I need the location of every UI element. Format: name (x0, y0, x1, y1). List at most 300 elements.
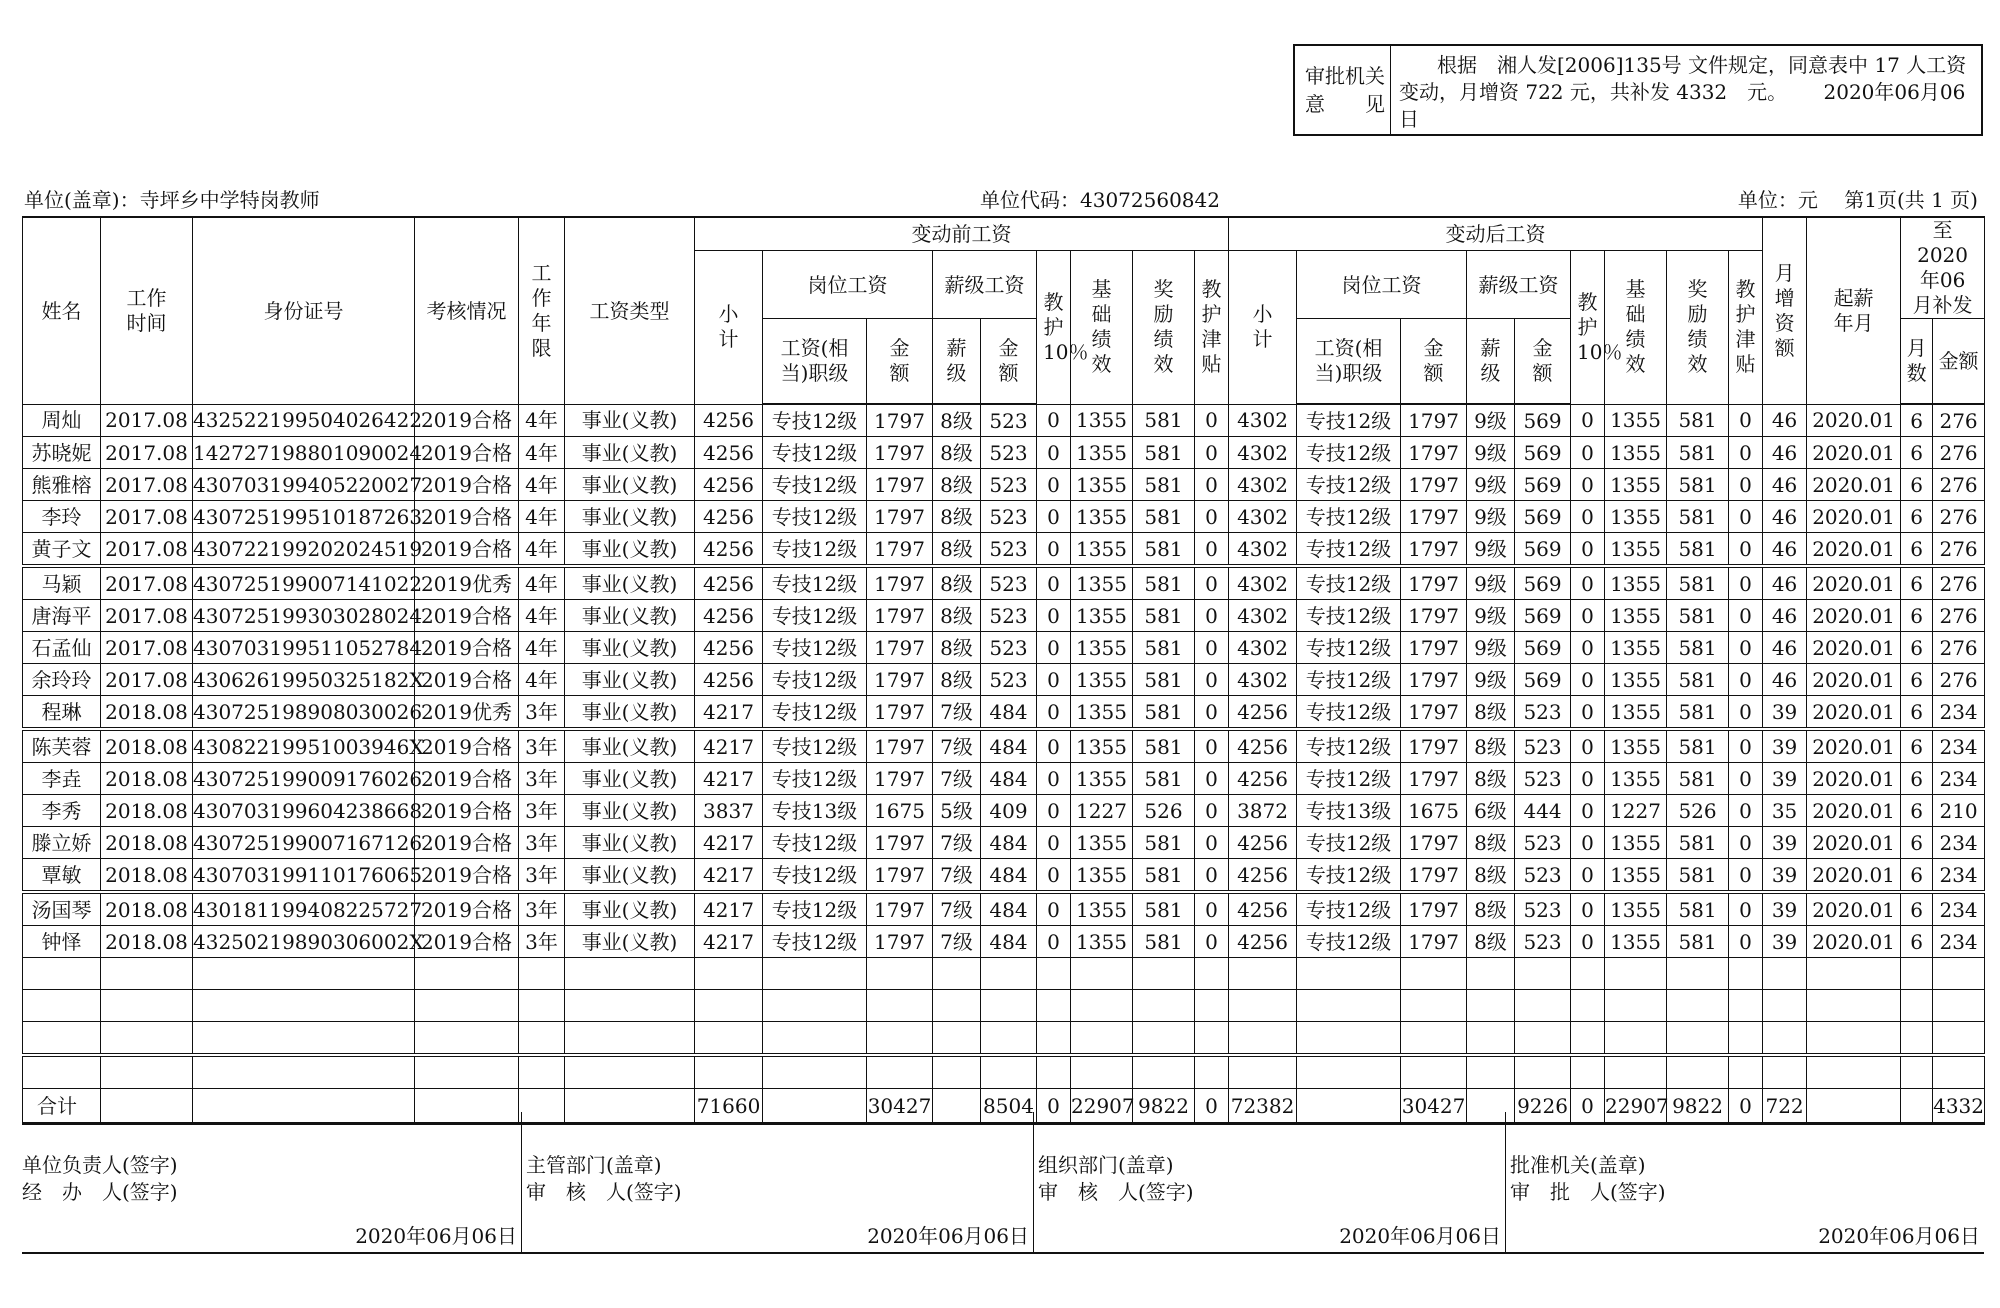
cell-empty (1763, 1055, 1807, 1089)
cell-b-base: 1227 (1071, 795, 1133, 827)
cell-type: 事业(义教) (565, 600, 695, 632)
cell-b-grade: 8级 (933, 437, 981, 469)
col-assessment: 考核情况 (415, 217, 519, 404)
cell-id: 430722199202024519 (193, 533, 415, 567)
cell-a-bonus: 581 (1667, 632, 1729, 664)
cell-start: 2020.01 (1807, 859, 1901, 893)
cell-a-allow: 0 (1729, 404, 1763, 437)
cell-b-amt: 1797 (867, 729, 933, 763)
cell-back: 234 (1933, 892, 1985, 926)
cell-assess: 2019合格 (415, 729, 519, 763)
cell-assess: 2019合格 (415, 926, 519, 958)
cell-name: 余玲玲 (23, 664, 101, 696)
cell-b-sub: 4217 (695, 892, 763, 926)
cell-a-sub: 4302 (1229, 566, 1297, 600)
cell-a-base: 1355 (1605, 892, 1667, 926)
cell-empty (1467, 1022, 1515, 1056)
cell-a-bonus: 581 (1667, 827, 1729, 859)
cell-empty (1807, 1022, 1901, 1056)
cell-a-grade: 9级 (1467, 469, 1515, 501)
cell-b-base: 1355 (1071, 469, 1133, 501)
cell-name: 汤国琴 (23, 892, 101, 926)
cell-b-t10: 0 (1037, 892, 1071, 926)
cell-b-allow: 0 (1195, 533, 1229, 567)
col-group-before: 变动前工资 (695, 217, 1229, 251)
cell-back: 234 (1933, 859, 1985, 893)
cell-b-gamt: 484 (981, 729, 1037, 763)
cell-type: 事业(义教) (565, 632, 695, 664)
cell-empty (1605, 1022, 1667, 1056)
table-row (23, 533, 1985, 567)
table-row (23, 566, 1985, 600)
cell-b-bonus: 581 (1133, 404, 1195, 437)
signature-approver-line1: 批准机关(盖章) (1510, 1153, 1646, 1177)
cell-years: 4年 (519, 469, 565, 501)
cell-empty (981, 958, 1037, 990)
cell-b-allow: 0 (1195, 827, 1229, 859)
cell-start: 2020.01 (1807, 763, 1901, 795)
cell-empty (695, 958, 763, 990)
cell-a-sub: 4256 (1229, 763, 1297, 795)
cell-a-base: 1355 (1605, 632, 1667, 664)
cell-type: 事业(义教) (565, 892, 695, 926)
cell-inc: 46 (1763, 501, 1807, 533)
cell-b-bonus: 581 (1133, 600, 1195, 632)
cell-b-bonus: 581 (1133, 892, 1195, 926)
cell-b-grade: 8级 (933, 566, 981, 600)
cell-a-base: 1355 (1605, 404, 1667, 437)
cell-a-lvl: 专技12级 (1297, 763, 1401, 795)
cell-empty (1933, 958, 1985, 990)
cell-b-gamt: 523 (981, 533, 1037, 567)
cell-b-bonus: 581 (1133, 632, 1195, 664)
col-after-post-wage: 岗位工资 (1297, 251, 1467, 319)
cell-a-allow: 0 (1729, 696, 1763, 730)
cell-id: 43062619950325182X (193, 664, 415, 696)
cell-a-gamt: 523 (1515, 926, 1571, 958)
cell-b-amt: 1797 (867, 600, 933, 632)
signature-unit (22, 1112, 522, 1252)
cell-b-lvl: 专技12级 (763, 892, 867, 926)
cell-a-base: 1355 (1605, 566, 1667, 600)
cell-b-gamt: 523 (981, 501, 1037, 533)
cell-b-allow: 0 (1195, 859, 1229, 893)
cell-work: 2017.08 (101, 469, 193, 501)
cell-inc: 46 (1763, 664, 1807, 696)
cell-empty (1195, 1022, 1229, 1056)
cell-assess: 2019合格 (415, 600, 519, 632)
cell-back: 276 (1933, 404, 1985, 437)
cell-b-bonus: 526 (1133, 795, 1195, 827)
cell-assess: 2019优秀 (415, 566, 519, 600)
col-before-teach10: 教护10％ (1037, 251, 1071, 405)
cell-a-allow: 0 (1729, 533, 1763, 567)
cell-b-amt: 1797 (867, 926, 933, 958)
cell-start: 2020.01 (1807, 469, 1901, 501)
cell-a-lvl: 专技12级 (1297, 566, 1401, 600)
total-b-amt: 30427 (867, 1089, 933, 1124)
approval-label-line2: 意 见 (1305, 92, 1385, 116)
cell-a-base: 1355 (1605, 859, 1667, 893)
cell-empty (1515, 990, 1571, 1022)
cell-a-sub: 4256 (1229, 926, 1297, 958)
cell-a-grade: 9级 (1467, 632, 1515, 664)
cell-a-allow: 0 (1729, 437, 1763, 469)
table-row (23, 469, 1985, 501)
cell-months: 6 (1901, 763, 1933, 795)
cell-b-bonus: 581 (1133, 469, 1195, 501)
cell-a-amt: 1797 (1401, 827, 1467, 859)
cell-a-base: 1355 (1605, 600, 1667, 632)
cell-b-bonus: 581 (1133, 566, 1195, 600)
cell-b-amt: 1797 (867, 632, 933, 664)
cell-empty (1763, 990, 1807, 1022)
cell-b-sub: 4256 (695, 600, 763, 632)
cell-b-base: 1355 (1071, 827, 1133, 859)
cell-a-sub: 4302 (1229, 501, 1297, 533)
cell-years: 4年 (519, 566, 565, 600)
cell-a-lvl: 专技12级 (1297, 600, 1401, 632)
cell-b-t10: 0 (1037, 469, 1071, 501)
cell-empty (1807, 1055, 1901, 1089)
cell-a-amt: 1675 (1401, 795, 1467, 827)
cell-a-gamt: 569 (1515, 469, 1571, 501)
cell-name: 陈芙蓉 (23, 729, 101, 763)
cell-b-gamt: 523 (981, 600, 1037, 632)
cell-b-amt: 1797 (867, 404, 933, 437)
cell-empty (1133, 990, 1195, 1022)
cell-a-bonus: 581 (1667, 729, 1729, 763)
cell-b-grade: 8级 (933, 600, 981, 632)
cell-months: 6 (1901, 469, 1933, 501)
cell-b-sub: 4217 (695, 696, 763, 730)
cell-empty (867, 990, 933, 1022)
cell-a-lvl: 专技12级 (1297, 501, 1401, 533)
approval-box (1293, 44, 1983, 136)
cell-b-grade: 7级 (933, 827, 981, 859)
cell-empty (867, 1022, 933, 1056)
cell-a-grade: 9级 (1467, 533, 1515, 567)
cell-b-grade: 5级 (933, 795, 981, 827)
cell-a-lvl: 专技12级 (1297, 926, 1401, 958)
cell-a-gamt: 569 (1515, 664, 1571, 696)
cell-b-bonus: 581 (1133, 926, 1195, 958)
col-monthly-increase: 月增资额 (1763, 217, 1807, 404)
cell-a-sub: 4256 (1229, 729, 1297, 763)
col-id-number: 身份证号 (193, 217, 415, 404)
cell-back: 276 (1933, 600, 1985, 632)
cell-a-t10: 0 (1571, 892, 1605, 926)
cell-name: 苏晓妮 (23, 437, 101, 469)
cell-start: 2020.01 (1807, 729, 1901, 763)
total-b-gamt: 8504 (981, 1089, 1037, 1124)
cell-empty (1605, 990, 1667, 1022)
cell-a-allow: 0 (1729, 469, 1763, 501)
cell-b-t10: 0 (1037, 926, 1071, 958)
cell-back: 276 (1933, 437, 1985, 469)
cell-b-t10: 0 (1037, 664, 1071, 696)
cell-a-base: 1355 (1605, 763, 1667, 795)
cell-b-allow: 0 (1195, 763, 1229, 795)
cell-a-amt: 1797 (1401, 696, 1467, 730)
cell-start: 2020.01 (1807, 926, 1901, 958)
cell-b-base: 1355 (1071, 632, 1133, 664)
cell-start: 2020.01 (1807, 437, 1901, 469)
cell-name: 李玲 (23, 501, 101, 533)
cell-b-base: 1355 (1071, 437, 1133, 469)
cell-years: 4年 (519, 437, 565, 469)
cell-back: 276 (1933, 664, 1985, 696)
col-backpay-months: 月数 (1901, 319, 1933, 405)
cell-empty (415, 1055, 519, 1089)
cell-empty (193, 958, 415, 990)
cell-inc: 39 (1763, 859, 1807, 893)
cell-type: 事业(义教) (565, 859, 695, 893)
cell-months: 6 (1901, 533, 1933, 567)
cell-start: 2020.01 (1807, 533, 1901, 567)
cell-b-amt: 1797 (867, 696, 933, 730)
cell-b-bonus: 581 (1133, 696, 1195, 730)
cell-b-gamt: 484 (981, 859, 1037, 893)
cell-a-t10: 0 (1571, 859, 1605, 893)
cell-b-allow: 0 (1195, 600, 1229, 632)
cell-a-grade: 9级 (1467, 600, 1515, 632)
cell-empty (1515, 1055, 1571, 1089)
cell-b-bonus: 581 (1133, 763, 1195, 795)
signature-unit-line2: 经 办 人(签字) (22, 1180, 178, 1204)
cell-assess: 2019合格 (415, 469, 519, 501)
cell-inc: 39 (1763, 892, 1807, 926)
table-row-empty (23, 1022, 1985, 1056)
cell-b-sub: 4217 (695, 729, 763, 763)
col-backpay-amount: 金额 (1933, 319, 1985, 405)
cell-b-base: 1355 (1071, 892, 1133, 926)
cell-empty (1195, 958, 1229, 990)
cell-a-lvl: 专技12级 (1297, 827, 1401, 859)
cell-empty (1037, 1055, 1071, 1089)
cell-a-grade: 9级 (1467, 437, 1515, 469)
cell-empty (1571, 1055, 1605, 1089)
col-before-post-amount: 金额 (867, 319, 933, 405)
col-work-years: 工作年限 (519, 217, 565, 404)
col-before-grade-amount: 金额 (981, 319, 1037, 405)
total-a-allow: 0 (1729, 1089, 1763, 1124)
total-a-gamt: 9226 (1515, 1089, 1571, 1124)
cell-name: 熊雅榕 (23, 469, 101, 501)
cell-work: 2018.08 (101, 827, 193, 859)
cell-id: 430725199007141022 (193, 566, 415, 600)
cell-id: 430725198908030026 (193, 696, 415, 730)
cell-a-lvl: 专技12级 (1297, 859, 1401, 893)
cell-empty (565, 990, 695, 1022)
cell-empty (1297, 1022, 1401, 1056)
cell-a-base: 1355 (1605, 469, 1667, 501)
cell-b-allow: 0 (1195, 632, 1229, 664)
cell-a-bonus: 581 (1667, 664, 1729, 696)
cell-type: 事业(义教) (565, 533, 695, 567)
cell-empty (1467, 1055, 1515, 1089)
cell-b-lvl: 专技12级 (763, 827, 867, 859)
cell-b-t10: 0 (1037, 696, 1071, 730)
cell-a-lvl: 专技12级 (1297, 729, 1401, 763)
page-info: 单位：元 第1页(共 1 页) (1737, 188, 1978, 212)
cell-b-gamt: 484 (981, 926, 1037, 958)
cell-a-grade: 9级 (1467, 404, 1515, 437)
cell-months: 6 (1901, 696, 1933, 730)
cell-a-t10: 0 (1571, 827, 1605, 859)
cell-a-t10: 0 (1571, 437, 1605, 469)
cell-inc: 46 (1763, 632, 1807, 664)
cell-b-amt: 1797 (867, 501, 933, 533)
cell-start: 2020.01 (1807, 795, 1901, 827)
col-after-base-perf: 基础绩效 (1605, 251, 1667, 405)
cell-empty (1401, 1055, 1467, 1089)
cell-b-lvl: 专技12级 (763, 763, 867, 795)
cell-empty (1901, 1022, 1933, 1056)
cell-empty (1229, 990, 1297, 1022)
cell-empty (193, 1022, 415, 1056)
cell-years: 4年 (519, 533, 565, 567)
cell-a-sub: 4256 (1229, 827, 1297, 859)
col-after-bonus-perf: 奖励绩效 (1667, 251, 1729, 405)
cell-empty (1933, 1055, 1985, 1089)
cell-a-grade: 8级 (1467, 696, 1515, 730)
cell-assess: 2019合格 (415, 827, 519, 859)
cell-a-t10: 0 (1571, 600, 1605, 632)
cell-a-base: 1355 (1605, 696, 1667, 730)
cell-id: 430703199110176065 (193, 859, 415, 893)
col-before-grade-wage: 薪级工资 (933, 251, 1037, 319)
cell-years: 3年 (519, 696, 565, 730)
cell-a-amt: 1797 (1401, 566, 1467, 600)
cell-empty (1037, 1022, 1071, 1056)
cell-a-amt: 1797 (1401, 729, 1467, 763)
col-group-backpay: 至2020年06月补发 (1901, 217, 1985, 319)
cell-b-amt: 1797 (867, 892, 933, 926)
cell-a-sub: 4256 (1229, 892, 1297, 926)
cell-empty (1515, 958, 1571, 990)
cell-empty (1401, 990, 1467, 1022)
cell-a-amt: 1797 (1401, 437, 1467, 469)
cell-years: 4年 (519, 632, 565, 664)
cell-b-t10: 0 (1037, 404, 1071, 437)
cell-a-bonus: 526 (1667, 795, 1729, 827)
cell-a-allow: 0 (1729, 600, 1763, 632)
cell-work: 2018.08 (101, 696, 193, 730)
cell-name: 钟怿 (23, 926, 101, 958)
cell-work: 2018.08 (101, 892, 193, 926)
cell-b-lvl: 专技12级 (763, 600, 867, 632)
cell-a-amt: 1797 (1401, 892, 1467, 926)
cell-b-t10: 0 (1037, 763, 1071, 795)
cell-assess: 2019合格 (415, 859, 519, 893)
cell-id: 430725199303028024 (193, 600, 415, 632)
cell-months: 6 (1901, 437, 1933, 469)
cell-a-t10: 0 (1571, 763, 1605, 795)
table-row (23, 600, 1985, 632)
cell-b-amt: 1797 (867, 827, 933, 859)
cell-work: 2017.08 (101, 600, 193, 632)
cell-assess: 2019合格 (415, 892, 519, 926)
cell-empty (519, 958, 565, 990)
cell-a-gamt: 523 (1515, 827, 1571, 859)
cell-name: 黄子文 (23, 533, 101, 567)
cell-b-lvl: 专技12级 (763, 696, 867, 730)
cell-empty (1605, 958, 1667, 990)
cell-a-bonus: 581 (1667, 600, 1729, 632)
cell-a-allow: 0 (1729, 892, 1763, 926)
cell-empty (1133, 1055, 1195, 1089)
cell-a-sub: 4302 (1229, 404, 1297, 437)
cell-a-allow: 0 (1729, 729, 1763, 763)
cell-a-grade: 6级 (1467, 795, 1515, 827)
cell-a-grade: 8级 (1467, 892, 1515, 926)
cell-b-lvl: 专技12级 (763, 501, 867, 533)
cell-b-gamt: 523 (981, 664, 1037, 696)
table-row (23, 827, 1985, 859)
cell-a-lvl: 专技12级 (1297, 664, 1401, 696)
cell-start: 2020.01 (1807, 566, 1901, 600)
cell-b-grade: 7级 (933, 926, 981, 958)
cell-b-grade: 8级 (933, 501, 981, 533)
cell-b-grade: 8级 (933, 632, 981, 664)
cell-a-t10: 0 (1571, 501, 1605, 533)
cell-a-lvl: 专技12级 (1297, 437, 1401, 469)
approval-label (1295, 46, 1391, 134)
cell-empty (1571, 1022, 1605, 1056)
cell-a-gamt: 569 (1515, 533, 1571, 567)
cell-a-base: 1227 (1605, 795, 1667, 827)
cell-months: 6 (1901, 664, 1933, 696)
cell-b-grade: 8级 (933, 404, 981, 437)
total-b-bonus: 9822 (1133, 1089, 1195, 1124)
cell-start: 2020.01 (1807, 632, 1901, 664)
cell-b-bonus: 581 (1133, 859, 1195, 893)
cell-months: 6 (1901, 501, 1933, 533)
cell-b-base: 1355 (1071, 664, 1133, 696)
cell-b-sub: 4217 (695, 859, 763, 893)
cell-id: 142727198801090024 (193, 437, 415, 469)
signature-unit-date: 2020年06月06日 (355, 1224, 517, 1248)
cell-b-sub: 4256 (695, 469, 763, 501)
cell-inc: 46 (1763, 437, 1807, 469)
table-row (23, 696, 1985, 730)
cell-empty (1667, 990, 1729, 1022)
cell-b-amt: 1797 (867, 533, 933, 567)
cell-back: 234 (1933, 696, 1985, 730)
cell-b-lvl: 专技12级 (763, 632, 867, 664)
cell-b-lvl: 专技12级 (763, 859, 867, 893)
cell-a-amt: 1797 (1401, 404, 1467, 437)
col-after-subtotal: 小计 (1229, 251, 1297, 405)
cell-empty (1401, 958, 1467, 990)
cell-assess: 2019合格 (415, 632, 519, 664)
cell-a-base: 1355 (1605, 533, 1667, 567)
cell-id: 430725199009176026 (193, 763, 415, 795)
cell-a-bonus: 581 (1667, 892, 1729, 926)
cell-a-bonus: 581 (1667, 696, 1729, 730)
cell-empty (1037, 958, 1071, 990)
cell-b-bonus: 581 (1133, 664, 1195, 696)
table-row-empty (23, 1055, 1985, 1089)
cell-a-allow: 0 (1729, 795, 1763, 827)
cell-back: 234 (1933, 763, 1985, 795)
col-before-subtotal: 小计 (695, 251, 763, 405)
cell-work: 2018.08 (101, 729, 193, 763)
cell-years: 4年 (519, 501, 565, 533)
cell-months: 6 (1901, 859, 1933, 893)
cell-a-gamt: 444 (1515, 795, 1571, 827)
